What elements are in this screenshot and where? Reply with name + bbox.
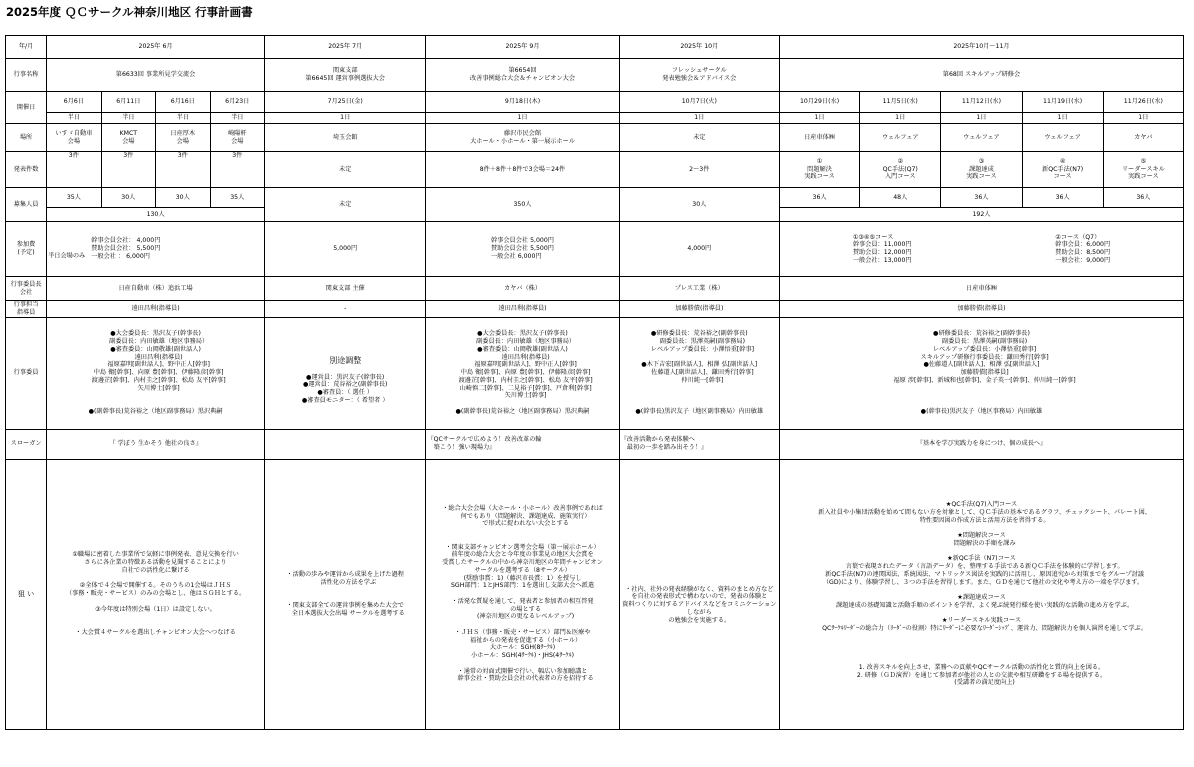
members-row <box>6 317 1184 429</box>
recruit-skill-1: 36人 <box>779 188 859 208</box>
header-oct: 2025年 10月 <box>619 36 779 59</box>
fee-jun <box>47 222 265 277</box>
venue-oct: 未定 <box>619 124 779 152</box>
row-label-date: 開催日 <box>6 92 47 124</box>
course-sub: 実践コース <box>1128 173 1159 181</box>
days-skill-2: 1日 <box>860 113 941 124</box>
venue-skill-4: ウェルフェア <box>1022 124 1103 152</box>
course-sub: コース <box>1053 173 1072 181</box>
date-row <box>6 92 1184 113</box>
recruit-skill-2: 48人 <box>860 188 941 208</box>
members-jul-list: ●運営員：黒沢友子(幹事長) ●運営員：荒谷裕之(副幹事長) ●審査員：（ 選任 ） ●審査員モニター：（ 希望者 ） <box>301 373 389 404</box>
half-jun-1: 半日 <box>47 113 101 124</box>
days-skill-3: 1日 <box>941 113 1022 124</box>
duration-row <box>6 113 1184 124</box>
row-label-advisor: 行事担当 指導員 <box>6 301 47 318</box>
recruit-skill-4: 36人 <box>1022 188 1103 208</box>
event-plan-table <box>5 35 1184 730</box>
row-label-presentations: 発表件数 <box>6 152 47 188</box>
aim-skill: ★QC手法(Q7)入門コース 新入社員や小集団活動を始めて間もない方を対象として、ＱＣ手法の基本であるグラフ、チェックシート、パレート図、 特性要因図の作成方法と活用方法を習得する。 ★問題解決コース 問題解決の手順を課み ★新QC手法（N7)コース 言葉で表現されたデータ（言語データ）を、整理する手法である新ＱＣ手法を体験的に学習します。 新QC手法(N7)の連関図法、系統図法、マトリックス図法を実践的に活用し、原因追究から対策までをグループ討議 （GD)により、体験学習し、３つの手法を習得します。また、ＧＤを通じて他社の文化や考え方の一端を学びます。 ★課題達成コース 課題達成の基礎知識と活動手順のポイントを学習、よく発ぶ続発行様を使い実践的な活動の進め方を学ぶ。 ★リーダースキル実践コース QCｻｰｸﾙﾘｰﾀﾞｰの総合力（ﾘｰﾀﾞｰの役割）特にﾘｰﾀﾞｰに必要なﾘｰﾀﾞｰｼｯﾌﾟ、運営力、問題解決力を個人演習を通して学ぶ。 1. 改善スキルを向上させ、業務への貢献やQCサークル活動の活性化と質的向上を図る。 2. 研修（ＧＤ演習）を通じて参加者が他社の人との交流や相互研鑽をする場を提供する。 (受講者の満足度向上) <box>779 459 1183 729</box>
venue-skill-1: 日産車体㈱ <box>779 124 859 152</box>
days-skill-1: 1日 <box>779 113 859 124</box>
recruit-jun-3: 30人 <box>156 188 210 208</box>
members-sep: ●大会委員長：黒沢友子(幹事長) 副委員長：内田敏雄（地区事務局） ●審査委員：山岡敬雄(副世話人) 遠田昌利(指導員) 福原嘉明[副世話人]、野中正人[幹事] 中島 衛[幹事]、向原 豊[幹事]、伊藤隆彦[幹事] 渡邊芷[幹事]、内村圭之[幹事]、松島 友平[幹事] 山崎慎二[幹事]、二見裕子[幹事]、戸倉利[幹事] 矢川博士[幹事] ●(副幹事長)荒谷裕之（地区副事務局）黒沢典嗣 <box>426 317 619 429</box>
venue-skill-5: カヤバ <box>1103 124 1183 152</box>
aim-oct: ・社内、社外の発表経験がなく、資料のまとめ方など を自社の発表形式で構わないので、発表の体験と 資料つくりに対するアドバイスなどをコミニケーションしながら の勉強会を実施する。 <box>619 459 779 729</box>
row-label-fee: 参加費 (予定) <box>6 222 47 277</box>
recruit-jun-4: 35人 <box>210 188 265 208</box>
fee-skill-a-amounts: 幹事会員：11,000円 賛助会員：12,000円 一般会社：13,000円 <box>852 241 912 264</box>
recruit-jul: 未定 <box>265 188 426 222</box>
row-label-recruits: 募集人員 <box>6 188 47 222</box>
fee-jun-note: 半日会場のみ <box>48 252 86 260</box>
course-skill-5 <box>1103 152 1183 188</box>
company-sep: カヤバ（株） <box>426 277 619 301</box>
row-label-period: 年/月 <box>6 36 47 59</box>
venue-jun-3: 日産厚木 会場 <box>156 124 210 152</box>
header-row <box>6 36 1184 59</box>
fee-skill <box>779 222 1183 277</box>
row-label-event: 行事名称 <box>6 59 47 92</box>
course-num: ⑤ <box>1140 157 1147 165</box>
recruit-jun-total: 130人 <box>47 208 265 222</box>
date-jun-4: 6月23日 <box>210 92 265 113</box>
venue-jun-1: いすゞ自動車 会場 <box>47 124 101 152</box>
event-name-row <box>6 59 1184 92</box>
aim-jul: ・活動の歩みや運営から成果を上げた過程 活性化の方法を学ぶ ・関東支部全ての運営事例を集めた大会で 全日本選抜大会出場 サークルを選考する <box>265 459 426 729</box>
fee-row <box>6 222 1184 277</box>
company-jun: 日産自動車（株）追浜工場 <box>47 277 265 301</box>
slogan-row <box>6 429 1184 459</box>
event-sep: 第6654回 改善事例総合大会＆チャンピオン大会 <box>426 59 619 92</box>
header-jul: 2025年 7月 <box>265 36 426 59</box>
fee-skill-b <box>1055 234 1110 265</box>
recruits-row <box>6 188 1184 208</box>
advisor-jun: 遠田昌利(指導員) <box>47 301 265 318</box>
date-jun-2: 6月11日 <box>101 92 155 113</box>
days-jul: 1日 <box>265 113 426 124</box>
fee-jun-amounts: 幹事会員会社： 4,000円 賛助会員会社： 5,500円 一般会社 ： 6,000円 <box>91 237 161 260</box>
recruit-skill-3: 36人 <box>941 188 1022 208</box>
members-skill: ●研修委員長：荒谷裕之(副幹事長) 副委員長：黒澤英嗣(副事務局) レベルアップ委員長：小澤悟重[幹事] スキルアップ研修行事委員長：鎌田秀行[幹事] ●佐藤道人[副世話人]、相澤 弘[副世話人] 加藤勝債[指導員] 福原 涉[幹事]、新城和也[幹事]、金子英一[幹事]、仲川純一[幹事] ●(幹事長)黒沢友子（地区事務局）内田敏雄 <box>779 317 1183 429</box>
venue-sep: 藤沢市民会館 大ホール・小ホール・第一展示ホール <box>426 124 619 152</box>
course-num: ① <box>816 157 823 165</box>
advisor-row <box>6 301 1184 318</box>
aim-sep: ・総合大会会場（大ホール・小ホール）改善事例であれば 何でもあり（問題解決、課題達成、施策実行） で形式に捉われない大会とする ・関東支部チャンピオン選考会会場（第一展示ホール） 前年度の総合大会と今年度の事業見の地区大会賞を 受賞したサークルの中から神奈川地区の年間チャンピオン サークルを選考する（8サークル） (奨励事賞：1)（藤沢市長賞：1）を授与し SGH部門：1とJHS部門：1を選出し支部大会へ派遣 ・活発な質疑を通して、発表者と参加者の相互啓発 の場とする (神奈川地区の更なるレベルアップ) ・ＪＨＳ（事務・販売・サービス）部門＆医療や 福祉からの発表を促進する（小ホール） 大ホール：SGH(8ｻｰｸﾙ) 小ホール：SGH(4ｻｰｸﾙ)・JHS(4ｻｰｸﾙ) ・通常の対面式開催で行い、幅広い参加聴講と 幹事会社・賛助会員会社の代表者の方を招待する <box>426 459 619 729</box>
count-oct: 2～3件 <box>619 152 779 188</box>
members-jun: ●大会委員長：黒沢友子(幹事長) 副委員長：内田敏雄（地区事務局） ●審査委員：山岡敬雄(副世話人) 遠田昌利(指導員) 福原嘉明[副世話人]、野中正人[幹事] 中島 衛[幹事]、向原 豊[幹事]、伊藤隆彦[幹事] 渡邊芷[幹事]、内村圭之[幹事]、松島 友平[幹事] 矢川博士[幹事] ●(副幹事長)荒谷裕之（地区副事務局）黒沢典嗣 <box>47 317 265 429</box>
advisor-oct: 加藤勝債(指導員) <box>619 301 779 318</box>
course-sub: 入門コース <box>884 173 916 181</box>
event-jun: 第6633回 事業所見学交流会 <box>47 59 265 92</box>
row-label-aim: 狙 い <box>6 459 47 729</box>
aim-jun: ①職場に密着した事業所で気軽に事例発表、意見交換を行い さらに各企業の特徴ある活動を見聞することにより 自社での活性化に繋げる ②全体で４会場で開催する。そのうちの1会場はＪＨＳ （事務・販売・サービス）のみの会場とし、他はＳＧＨとする。 ③今年度は特別会場（1日）は設定しない。 ・大会賞４サークルを選出しチャンピオン大会へつなげる <box>47 459 265 729</box>
venue-skill-2: ウェルフェア <box>860 124 941 152</box>
recruit-skill-5: 36人 <box>1103 188 1183 208</box>
company-skill: 日産車体㈱ <box>779 277 1183 301</box>
presentations-row <box>6 152 1184 188</box>
date-jun-1: 6月6日 <box>47 92 101 113</box>
fee-jul: 5,000円 <box>265 222 426 277</box>
fee-skill-a-title: ①③④⑤コース <box>852 233 894 241</box>
venue-jul: 埼玉会館 <box>265 124 426 152</box>
recruit-jun-2: 30人 <box>101 188 155 208</box>
recruit-skill-total: 192人 <box>779 208 1183 222</box>
course-skill-1 <box>779 152 859 188</box>
venue-skill-3: ウェルフェア <box>941 124 1022 152</box>
course-sub: 実践コース <box>804 173 835 181</box>
members-jul-head: 別途調整 <box>329 355 362 365</box>
venue-jun-2: KMCT 会場 <box>101 124 155 152</box>
header-jun: 2025年 6月 <box>47 36 265 59</box>
count-jul: 未定 <box>265 152 426 188</box>
slogan-sep: 『QCサークルで広めよう！改善改革の輪 築こう！強い現場力』 <box>426 429 619 459</box>
recruit-oct: 30人 <box>619 188 779 222</box>
days-sep: 1日 <box>426 113 619 124</box>
count-jun-4: 3件 <box>210 152 265 188</box>
half-jun-4: 半日 <box>210 113 265 124</box>
event-oct: フレッシュサークル 発表勉強会＆アドバイス会 <box>619 59 779 92</box>
date-skill-4: 11月19日(水) <box>1022 92 1103 113</box>
aim-row <box>6 459 1184 729</box>
row-label-company: 行事委員長 会社 <box>6 277 47 301</box>
document-title: 2025年度 ＱＣサークル神奈川地区 行事計画書 <box>6 5 253 19</box>
row-label-slogan: スローガン <box>6 429 47 459</box>
course-name: リーダースキル <box>1121 165 1165 173</box>
recruit-jun-1: 35人 <box>47 188 101 208</box>
date-skill-2: 11月5日(水) <box>860 92 941 113</box>
count-jun-2: 3件 <box>101 152 155 188</box>
course-name: 問題解決 <box>807 165 832 173</box>
half-jun-2: 半日 <box>101 113 155 124</box>
date-skill-3: 11月12日(水) <box>941 92 1022 113</box>
event-octnov: 第68回 スキルアップ研修会 <box>779 59 1183 92</box>
slogan-oct: 『改善活動から発表体験へ 最初の一歩を踏み出そう！』 <box>619 429 779 459</box>
committee-company-row <box>6 277 1184 301</box>
company-oct: プレス工業（株） <box>619 277 779 301</box>
date-sep: 9月18日(木) <box>426 92 619 113</box>
venue-jun-4: 崎陽軒 会場 <box>210 124 265 152</box>
course-num: ③ <box>978 157 985 165</box>
fee-sep <box>426 222 619 277</box>
days-oct: 1日 <box>619 113 779 124</box>
course-skill-2 <box>860 152 941 188</box>
days-skill-4: 1日 <box>1022 113 1103 124</box>
slogan-skill: 『基本を学び実践力を身につけ、個の成長へ』 <box>779 429 1183 459</box>
venue-row <box>6 124 1184 152</box>
days-skill-5: 1日 <box>1103 113 1183 124</box>
date-jun-3: 6月16日 <box>156 92 210 113</box>
row-label-members: 行事委員 <box>6 317 47 429</box>
course-skill-3 <box>941 152 1022 188</box>
members-jul <box>265 317 426 429</box>
course-name: 新QC手法(N7) <box>1042 165 1084 173</box>
count-jun-3: 3件 <box>156 152 210 188</box>
members-oct: ●研修委員長：荒谷裕之(副幹事長) 副委員長：黒澤英嗣(副事務局) レベルアップ委員長：小澤悟重[幹事] ●木下吉宏[副世話人]、相澤 弘[副世話人] 佐藤道人[副世話人]、鎌田秀行[幹事] 仲川純一[幹事] ●(幹事長)黒沢友子（地区副事務局）内田敏雄 <box>619 317 779 429</box>
fee-skill-a <box>853 234 912 265</box>
course-name: 課題達成 <box>969 165 994 173</box>
slogan-jun: 『 学ぼう 生かそう 他社の良さ』 <box>47 429 265 459</box>
date-oct: 10月7日(火) <box>619 92 779 113</box>
date-jul: 7月25日(金) <box>265 92 426 113</box>
date-skill-1: 10月29日(水) <box>779 92 859 113</box>
fee-sep-amounts: 幹事会員会社 5,000円 賛助会員会社 5,500円 一般会社 6,000円 <box>491 237 554 260</box>
header-sep: 2025年 9月 <box>426 36 619 59</box>
count-jun-1: 3件 <box>47 152 101 188</box>
recruit-sep: 350人 <box>426 188 619 222</box>
half-jun-3: 半日 <box>156 113 210 124</box>
advisor-sep: 遠田昌利(指導員) <box>426 301 619 318</box>
count-sep: 8件＋8件＋8件で3会場＝24件 <box>426 152 619 188</box>
fee-skill-b-title: ②コース（Q7） <box>1055 233 1101 241</box>
fee-oct: 4,000円 <box>619 222 779 277</box>
course-skill-4 <box>1022 152 1103 188</box>
fee-skill-b-amounts: 幹事会員：6,000円 賛助会員：8,500円 一般会社：9,000円 <box>1055 241 1111 264</box>
advisor-jul: - <box>265 301 426 318</box>
course-name: QC手法(Q7) <box>882 165 918 173</box>
course-sub: 実践コース <box>966 173 997 181</box>
row-label-venue: 場所 <box>6 124 47 152</box>
advisor-skill: 加藤勝債(指導員) <box>779 301 1183 318</box>
course-num: ④ <box>1059 157 1066 165</box>
slogan-jul <box>265 429 426 459</box>
event-jul: 関東支部 第6645回 運営事例選抜大会 <box>265 59 426 92</box>
course-num: ② <box>897 157 904 165</box>
company-jul: 関東支部 主催 <box>265 277 426 301</box>
date-skill-5: 11月26日(水) <box>1103 92 1183 113</box>
header-octnov: 2025年10月～11月 <box>779 36 1183 59</box>
